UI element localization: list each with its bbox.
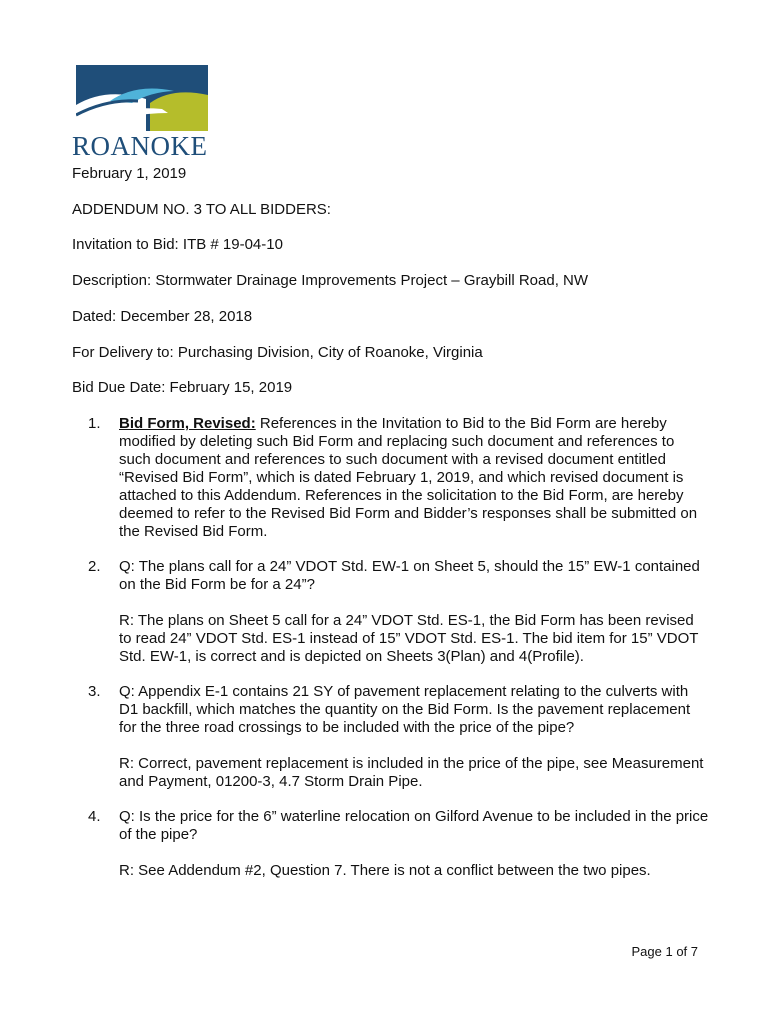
delivery-line: For Delivery to: Purchasing Division, City of Roanoke, Virginia: [72, 344, 483, 361]
item-question: Q: Appendix E-1 contains 21 SY of pavement replacement relating to the culverts with D1 backfill, which matches the quantity on the Bid Form. Is the pavement replacement for the three road crossings to be included with the price of the pipe?: [119, 683, 691, 736]
item-number: 2.: [88, 558, 101, 575]
item-number: 3.: [88, 683, 101, 700]
page-number: Page 1 of 7: [631, 944, 698, 959]
item-number: 4.: [88, 808, 101, 825]
item-response: R: Correct, pavement replacement is included in the price of the pipe, see Measurement and Payment, 01200-3, 4.7 Storm Drain Pipe.: [119, 755, 704, 790]
roanoke-logo: [72, 65, 208, 161]
item-description: References in the Invitation to Bid to the Bid Form are hereby modified by deleting such Bid Form and replacing such document and references to such document and references to such document with a revised document entitled “Revised Bid Form”, which is dated February 1, 2019, and which revised document is attached to this Addendum. References in the solicitation to the Bid Form, are hereby deemed to refer to the Revised Bid Form and Bidder’s responses shall be submitted on the Revised Bid Form.: [119, 415, 698, 540]
item-text: [119, 415, 709, 541]
item-title: Bid Form, Revised:: [119, 415, 256, 432]
item-response: R: See Addendum #2, Question 7. There is not a conflict between the two pipes.: [119, 862, 651, 879]
project-description: Description: Stormwater Drainage Improvements Project – Graybill Road, NW: [72, 272, 589, 289]
item-number: 1.: [88, 415, 101, 432]
logo-wordmark: ROANOKE: [72, 131, 208, 161]
item-response: R: The plans on Sheet 5 call for a 24” VDOT Std. ES-1, the Bid Form has been revised to read 24” VDOT Std. ES-1 instead of 15” VDOT Std. ES-1. The bid item for 15” VDOT Std. EW-1, is correct and is depicted on Sheets 3(Plan) and 4(Profile).: [119, 612, 699, 665]
dated-line: Dated: December 28, 2018: [72, 308, 253, 325]
letter-date: February 1, 2019: [72, 165, 187, 182]
invitation-to-bid: Invitation to Bid: ITB # 19-04-10: [72, 236, 283, 253]
item-question: Q: Is the price for the 6” waterline relocation on Gilford Avenue to be included in the price of the pipe?: [119, 808, 709, 843]
roanoke-mountain-icon: [76, 65, 208, 131]
bid-due-date: Bid Due Date: February 15, 2019: [72, 379, 293, 396]
item-question: Q: The plans call for a 24” VDOT Std. EW-1 on Sheet 5, should the 15” EW-1 contained on the Bid Form be for a 24”?: [119, 558, 700, 593]
addendum-heading: ADDENDUM NO. 3 TO ALL BIDDERS:: [72, 201, 331, 218]
